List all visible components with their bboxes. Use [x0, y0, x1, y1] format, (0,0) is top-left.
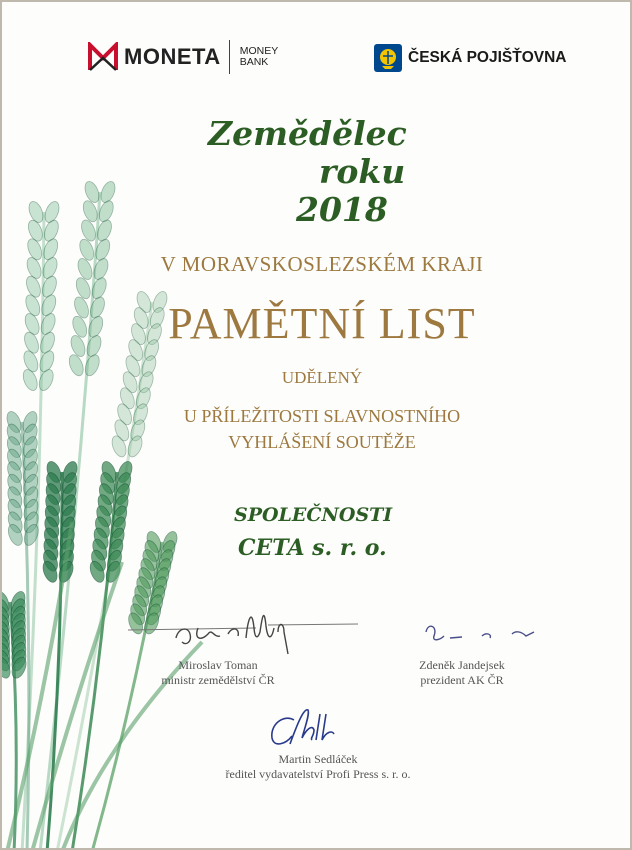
- title-line-1: Zemědělec: [208, 114, 407, 153]
- recipient-name: CETA s. r. o.: [238, 535, 387, 561]
- recipient-label: SPOLEČNOSTI: [234, 504, 393, 526]
- document-title: PAMĚTNÍ LIST: [168, 299, 476, 348]
- moneta-wordmark: MONETA: [124, 44, 221, 69]
- signatory-sedlacek-role: ředitel vydavatelství Profi Press s. r. o.: [225, 767, 411, 781]
- moneta-sub-2: BANK: [239, 56, 269, 68]
- signature-jandejsek: [422, 620, 552, 656]
- title-line-2: roku: [319, 152, 406, 191]
- moneta-divider: [229, 40, 230, 74]
- granted-text: UDĚLENÝ: [281, 368, 363, 387]
- signatory-jandejsek-name: Zdeněk Jandejsek: [419, 658, 505, 672]
- signature-sedlacek: [264, 700, 364, 756]
- signatory-toman-role: ministr zemědělství ČR: [161, 673, 275, 687]
- moneta-mark-icon: [88, 42, 118, 72]
- signatory-toman-name: Miroslav Toman: [178, 658, 258, 672]
- title-line-3: 2018: [296, 190, 388, 229]
- signatory-sedlacek-name: Martin Sedláček: [278, 752, 358, 766]
- region-text: V MORAVSKOSLEZSKÉM KRAJI: [160, 252, 484, 276]
- signatory-jandejsek-role: prezident AK ČR: [420, 673, 504, 687]
- ceska-pojistovna-logo: [374, 44, 566, 72]
- moneta-logo: [88, 40, 278, 74]
- ceska-pojistovna-wordmark: ČESKÁ POJIŠŤOVNA: [408, 49, 567, 66]
- ceska-pojistovna-emblem-icon: [374, 44, 402, 72]
- moneta-sub-1: MONEY: [239, 45, 279, 57]
- occasion-line-2: VYHLÁŠENÍ SOUTĚŽE: [228, 432, 416, 452]
- signature-toman: [128, 598, 368, 660]
- moneta-money-bank: [240, 46, 279, 68]
- occasion-line-1: U PŘÍLEŽITOSTI SLAVNOSTNÍHO: [183, 406, 461, 426]
